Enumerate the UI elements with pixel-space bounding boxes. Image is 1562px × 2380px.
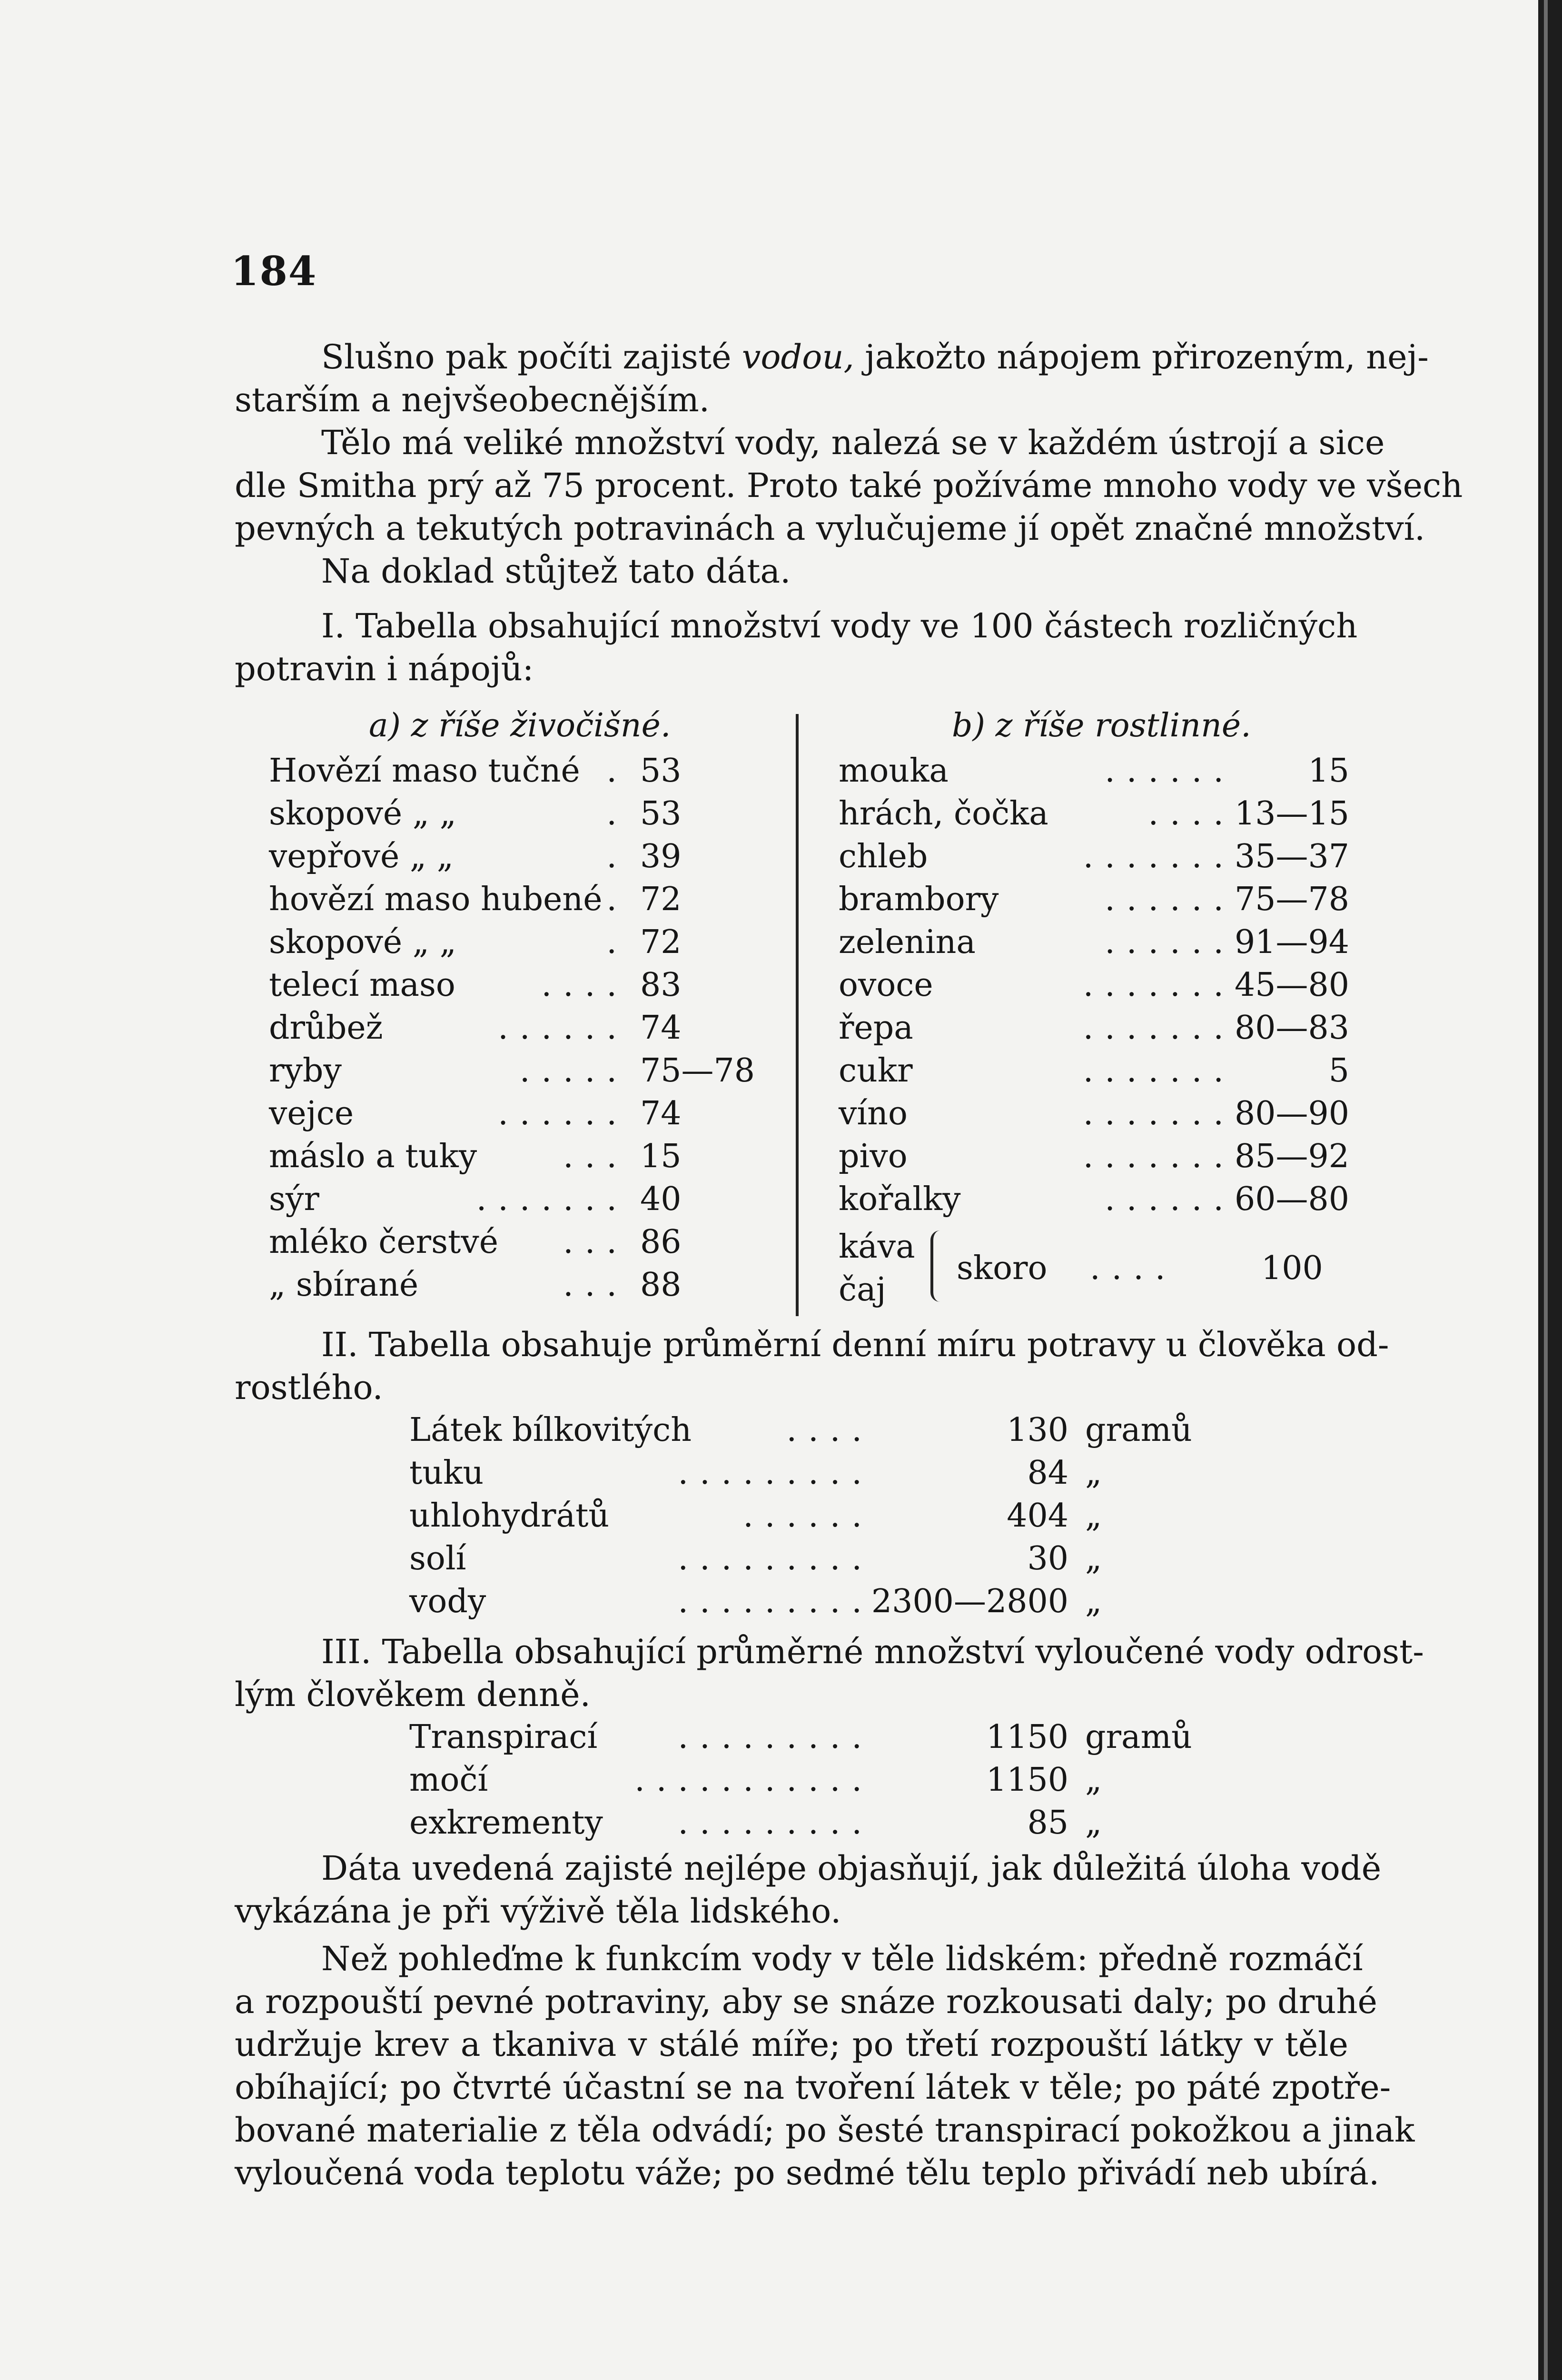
- table2-leader-dots: .........: [678, 1454, 873, 1492]
- table1-leader-dots: ...: [563, 1138, 628, 1175]
- table3-title-cont: lým člověkem denně.: [235, 1675, 591, 1714]
- table1-leader-dots: ......: [498, 1095, 628, 1132]
- table1-leader-dots: .......: [1083, 1138, 1235, 1175]
- table1-label: sýr: [269, 1180, 319, 1218]
- table1-value: 72: [640, 881, 682, 918]
- table2-unit: „: [1085, 1540, 1102, 1577]
- table1-label: kořalky: [839, 1180, 961, 1218]
- table1-leader-dots: .: [606, 881, 628, 918]
- table1-leader-dots: .: [606, 838, 628, 875]
- table2-unit: „: [1085, 1454, 1102, 1492]
- table1-value: 74: [640, 1095, 682, 1132]
- table1-leader-dots: .......: [476, 1180, 628, 1218]
- table2-leader-dots: .........: [678, 1583, 873, 1620]
- page-number: 184: [231, 248, 317, 295]
- table1-label: vejce: [269, 1095, 354, 1132]
- table2-leader-dots: .........: [678, 1540, 873, 1577]
- table1-leader-dots: .......: [1083, 1009, 1235, 1047]
- table1-label: zelenina: [839, 923, 976, 961]
- table3-leader-dots: ...........: [634, 1761, 873, 1799]
- table1-right-heading: b) z říše rostlinné.: [952, 707, 1251, 744]
- paragraph-line: starším a nejvšeobecnějším.: [235, 380, 710, 419]
- table3-value: 1150: [986, 1761, 1068, 1799]
- table2-unit: gramů: [1085, 1411, 1192, 1449]
- table1-kava-label: káva: [839, 1228, 915, 1266]
- table1-leader-dots: .......: [1083, 1052, 1235, 1090]
- table1-title: I. Tabella obsahující množství vody ve 100 částech rozličných: [321, 606, 1358, 645]
- table1-value: 85—92: [1234, 1138, 1349, 1175]
- table3-unit: „: [1085, 1804, 1102, 1842]
- table1-label: máslo a tuky: [269, 1138, 477, 1175]
- table3-leader-dots: .........: [678, 1804, 873, 1842]
- table1-label: drůbež: [269, 1009, 383, 1047]
- table1-left-heading: a) z říše živočišné.: [369, 707, 671, 744]
- table1-value: 5: [1328, 1052, 1349, 1090]
- table1-label: víno: [839, 1095, 908, 1132]
- paragraph-line: Dáta uvedená zajisté nejlépe objasňují, jak důležitá úloha vodě: [321, 1849, 1382, 1888]
- table1-label: chleb: [839, 838, 928, 875]
- table1-value: 39: [640, 838, 682, 875]
- table1-value: 53: [640, 752, 682, 790]
- table1-label: Hovězí maso tučné: [269, 752, 580, 790]
- table1-label: pivo: [839, 1138, 908, 1175]
- table1-leader-dots: ......: [1105, 923, 1235, 961]
- table1-value: 86: [640, 1223, 682, 1261]
- table1-value: 53: [640, 795, 682, 833]
- table1-leader-dots: .: [606, 795, 628, 833]
- table2-value: 404: [1007, 1497, 1068, 1535]
- table1-value: 100: [1261, 1250, 1323, 1287]
- paragraph-line: bované materialie z těla odvádí; po šesté transpirací pokožkou a jinak: [235, 2111, 1415, 2150]
- table1-value: 88: [640, 1266, 682, 1304]
- table3-unit: gramů: [1085, 1718, 1192, 1756]
- table1-value: 35—37: [1234, 838, 1349, 875]
- table1-value: 40: [640, 1180, 682, 1218]
- page-edge-right: [1538, 0, 1562, 2380]
- paragraph-line: dle Smitha prý až 75 procent. Proto také požíváme mnoho vody ve všech: [235, 466, 1463, 505]
- table1-label: „ sbírané: [269, 1266, 419, 1304]
- table1-caj-label: čaj: [839, 1271, 886, 1309]
- table3-value: 85: [1027, 1804, 1068, 1842]
- table1-value: 13—15: [1234, 795, 1349, 833]
- table1-leader-dots: ......: [498, 1009, 628, 1047]
- table2-label: tuku: [409, 1454, 484, 1492]
- table1-column-rule: [796, 714, 799, 1316]
- table1-brace: [930, 1230, 945, 1302]
- table3-label: exkrementy: [409, 1804, 603, 1842]
- table2-label: Látek bílkovitých: [409, 1411, 692, 1449]
- paragraph-line: pevných a tekutých potravinách a vylučujeme jí opět značné množství.: [235, 509, 1425, 548]
- table2-title-cont: rostlého.: [235, 1368, 383, 1407]
- table2-unit: „: [1085, 1497, 1102, 1535]
- paragraph-line: Než pohleďme k funkcím vody v těle lidském: předně rozmáčí: [321, 1939, 1363, 1978]
- table1-leader-dots: .......: [1083, 1095, 1235, 1132]
- table1-label: telecí maso: [269, 966, 455, 1004]
- table1-label: cukr: [839, 1052, 913, 1090]
- table1-value: 45—80: [1234, 966, 1349, 1004]
- table2-value: 130: [1007, 1411, 1068, 1449]
- table2-value: 84: [1027, 1454, 1068, 1492]
- paragraph-line: obíhající; po čtvrté účastní se na tvoření látek v těle; po páté zpotře-: [235, 2068, 1391, 2107]
- table3-unit: „: [1085, 1761, 1102, 1799]
- table1-leader-dots: ......: [1105, 1180, 1235, 1218]
- table1-skoro-label: skoro: [957, 1250, 1048, 1287]
- table3-leader-dots: .........: [678, 1718, 873, 1756]
- table2-title: II. Tabella obsahuje průměrní denní míru potravy u člověka od-: [321, 1325, 1389, 1364]
- table1-label: ryby: [269, 1052, 342, 1090]
- table1-leader-dots: ...: [563, 1223, 628, 1261]
- paragraph-line: vykázána je při výživě těla lidského.: [235, 1892, 841, 1931]
- table1-value: 72: [640, 923, 682, 961]
- table1-label: hrách, čočka: [839, 795, 1048, 833]
- table1-value: 15: [640, 1138, 682, 1175]
- table1-label: skopové „ „: [269, 923, 456, 961]
- paragraph-line: Slušno pak počíti zajisté vodou, jakožto nápojem přirozeným, nej-: [321, 337, 1429, 377]
- table1-leader-dots: .: [606, 923, 628, 961]
- table1-label: hovězí maso hubené: [269, 881, 603, 918]
- table1-leader-dots: ....: [541, 966, 628, 1004]
- table2-value: 2300—2800: [871, 1583, 1068, 1620]
- table1-label: mouka: [839, 752, 949, 790]
- table3-value: 1150: [986, 1718, 1068, 1756]
- table1-value: 75—78: [640, 1052, 755, 1090]
- table1-leader-dots: .....: [519, 1052, 628, 1090]
- table1-value: 83: [640, 966, 682, 1004]
- table1-value: 91—94: [1234, 923, 1349, 961]
- paragraph-line: udržuje krev a tkaniva v stálé míře; po třetí rozpouští látky v těle: [235, 2025, 1348, 2064]
- table1-leader-dots: ......: [1105, 752, 1235, 790]
- table1-value: 60—80: [1234, 1180, 1349, 1218]
- table1-value: 74: [640, 1009, 682, 1047]
- table1-value: 80—83: [1234, 1009, 1349, 1047]
- table1-label: vepřové „ „: [269, 838, 454, 875]
- paragraph-line: vyloučená voda teplotu váže; po sedmé tělu teplo přivádí neb ubírá.: [235, 2153, 1380, 2192]
- table2-leader-dots: ....: [786, 1411, 873, 1449]
- table1-leader-dots: ...: [563, 1266, 628, 1304]
- table1-label: ovoce: [839, 966, 933, 1004]
- table1-label: skopové „ „: [269, 795, 456, 833]
- table1-leader-dots: .......: [1083, 838, 1235, 875]
- table1-leader-dots: .......: [1083, 966, 1235, 1004]
- table3-title: III. Tabella obsahující průměrné množství vyloučené vody odrost-: [321, 1632, 1424, 1671]
- table1-leader-dots: ......: [1105, 881, 1235, 918]
- table2-label: uhlohydrátů: [409, 1497, 610, 1535]
- table3-label: Transpirací: [409, 1718, 598, 1756]
- paragraph-line: Tělo má veliké množství vody, nalezá se v každém ústrojí a sice: [321, 423, 1385, 462]
- table2-leader-dots: ......: [743, 1497, 873, 1535]
- table1-title-cont: potravin i nápojů:: [235, 649, 534, 688]
- table1-leader-dots: ....: [1090, 1250, 1177, 1287]
- table1-value: 15: [1308, 752, 1349, 790]
- table2-value: 30: [1027, 1540, 1068, 1577]
- table1-label: brambory: [839, 881, 999, 918]
- table3-label: močí: [409, 1761, 488, 1799]
- table2-unit: „: [1085, 1583, 1102, 1620]
- table1-label: řepa: [839, 1009, 913, 1047]
- table1-label: mléko čerstvé: [269, 1223, 498, 1261]
- table1-leader-dots: ....: [1148, 795, 1235, 833]
- table2-label: vody: [409, 1583, 486, 1620]
- paragraph-line: Na doklad stůjtež tato dáta.: [321, 552, 791, 591]
- table1-value: 75—78: [1234, 881, 1349, 918]
- paragraph-line: a rozpouští pevné potraviny, aby se snáze rozkousati daly; po druhé: [235, 1982, 1377, 2021]
- table2-label: solí: [409, 1540, 466, 1577]
- table1-leader-dots: .: [606, 752, 628, 790]
- table1-value: 80—90: [1234, 1095, 1349, 1132]
